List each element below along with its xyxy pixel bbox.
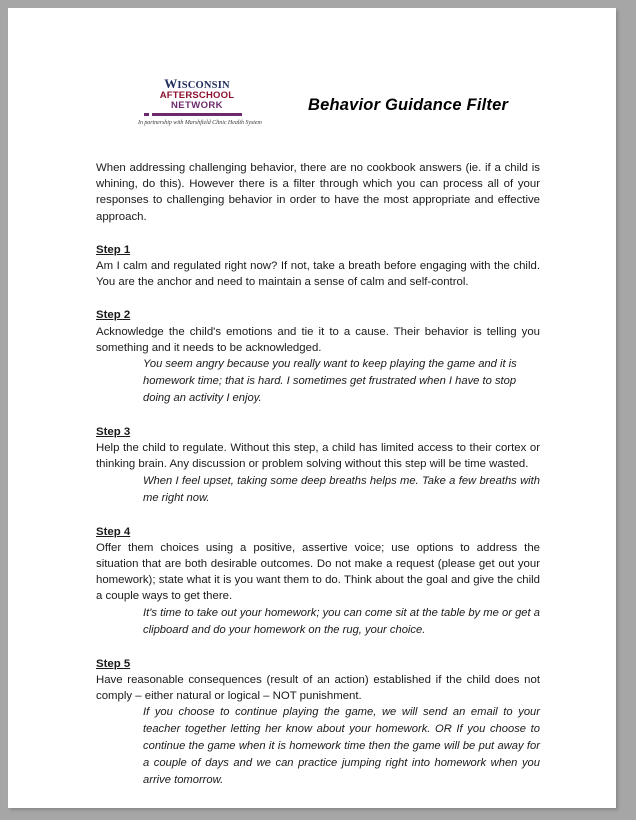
document-body (96, 160, 540, 789)
logo-divider (138, 112, 256, 117)
step-body: Am I calm and regulated right now? If not, take a breath before engaging with the child. You are the anchor and need to maintain a sense of calm and self-control. (96, 260, 540, 289)
step-heading: Step 5 (96, 657, 131, 670)
logo-tagline: In partnership with Marshfield Clinic Health System (138, 120, 262, 126)
page-title: Behavior Guidance Filter (308, 96, 509, 114)
logo-network-text: NETWORK (171, 100, 223, 111)
step-body: Offer them choices using a positive, assertive voice; use options to address the situation that are both desirable outcomes. Do not make a request (please get out your homework); state what it is you want them to do. Think about the goal and give the child a couple ways to get there. (96, 541, 540, 603)
step-section-5 (96, 654, 540, 790)
document-header (8, 78, 616, 140)
step-section-4 (96, 522, 540, 639)
step-example: You seem angry because you really want to keep playing the game and it is homework time; that is hard. I sometimes get frustrated when I have to stop doing an activity I enjoy. (143, 358, 517, 405)
step-example: It's time to take out your homework; you can come sit at the table by me or get a clipboard and do your homework on the rug, your choice. (143, 606, 540, 636)
organization-logo (138, 76, 262, 127)
document-page (8, 8, 616, 808)
logo-afterschool-text: AFTERSCHOOL (159, 90, 235, 101)
step-heading: Step 3 (96, 426, 131, 439)
logo-divider-bar (152, 113, 242, 116)
step-body: Have reasonable consequences (result of an action) established if the child does not comply – either natural or logical – NOT punishment. (96, 673, 540, 703)
step-section-3 (96, 422, 540, 507)
step-body: Acknowledge the child's emotions and tie it to a cause. Their behavior is telling you something and it needs to be acknowledged. (96, 325, 540, 354)
step-heading: Step 4 (96, 525, 131, 538)
step-heading: Step 1 (96, 243, 131, 256)
step-section-1 (96, 240, 540, 291)
intro-paragraph: When addressing challenging behavior, there are no cookbook answers (ie. if a child is whining, do this). However there is a filter through which you can process all of your responses to challenging behavior in order to have the most appropriate and effective approach. (96, 162, 540, 223)
logo-divider-dot (144, 113, 149, 116)
step-body: Help the child to regulate. Without this step, a child has limited access to their cortex or thinking brain. Any discussion or problem solving without this step will be time wasted. (96, 442, 540, 471)
step-section-2 (96, 305, 540, 407)
logo-dropcap: W (164, 76, 178, 91)
step-heading: Step 2 (96, 309, 131, 322)
step-example: When I feel upset, taking some deep breaths helps me. Take a few breaths with me right now. (143, 474, 540, 504)
logo-wisconsin-rest: ISCONSIN (177, 80, 230, 91)
step-example: If you choose to continue playing the game, we will send an email to your teacher together letting her know about your homework. OR If you choose to continue the game when it is homework time then the game will be put away for a couple of days and we can practice jumping right into homework when you arrive tomorrow. (143, 706, 540, 787)
